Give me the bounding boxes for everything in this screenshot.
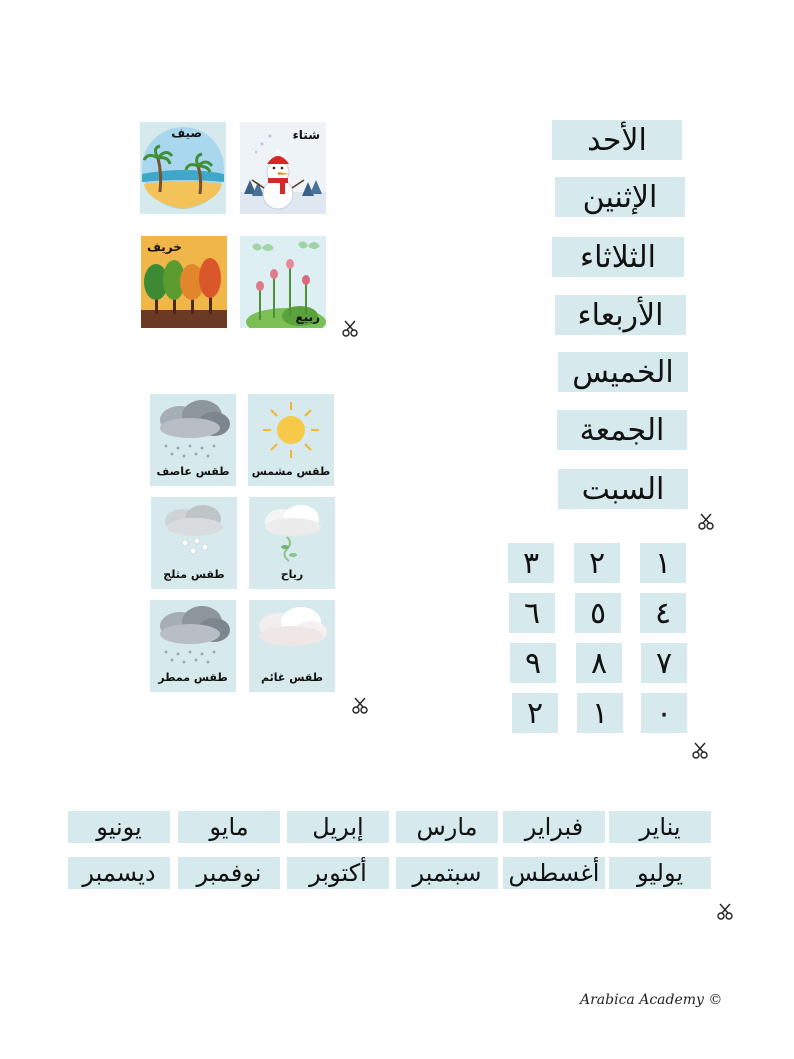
scissors-icon	[351, 697, 369, 715]
sun-icon	[248, 394, 334, 464]
season-card-autumn	[141, 236, 227, 328]
scissors-icon	[341, 320, 359, 338]
number-tile: ٥	[575, 593, 621, 633]
cloud-icon	[249, 600, 335, 670]
day-tile-saturday: السبت	[558, 469, 688, 509]
number-tile: ٠	[641, 693, 687, 733]
weather-label-sunny: طقس مشمس	[251, 465, 331, 478]
month-tile: نوفمبر	[178, 857, 280, 889]
season-card-spring	[240, 236, 326, 328]
weather-label-cloudy: طقس غائم	[260, 671, 324, 684]
scissors-icon	[697, 513, 715, 531]
month-tile: أكتوبر	[287, 857, 389, 889]
weather-label-rainy: طقس ممطر	[158, 671, 228, 684]
month-tile: يناير	[609, 811, 711, 843]
day-tile-sunday: الأحد	[552, 120, 682, 160]
day-tile-friday: الجمعة	[557, 410, 687, 450]
month-tile: أغسطس	[503, 857, 605, 889]
scissors-icon	[691, 742, 709, 760]
season-label-summer: صيف	[171, 126, 202, 140]
rain-cloud-icon	[150, 600, 236, 670]
weather-label-stormy: طقس عاصف	[156, 465, 230, 478]
number-tile: ٢	[574, 543, 620, 583]
month-tile: مايو	[178, 811, 280, 843]
storm-cloud-icon	[150, 394, 236, 464]
weather-card-sunny	[248, 394, 334, 486]
day-tile-wednesday: الأربعاء	[555, 295, 686, 335]
number-tile: ٧	[641, 643, 687, 683]
season-label-autumn: خريف	[147, 240, 182, 254]
weather-card-stormy	[150, 394, 236, 486]
weather-label-windy: رياح	[280, 568, 304, 581]
weather-card-cloudy	[249, 600, 335, 692]
number-tile: ١	[577, 693, 623, 733]
month-tile: مارس	[396, 811, 498, 843]
weather-label-snowy: طقس مثلج	[163, 568, 225, 581]
month-tile: فبراير	[503, 811, 605, 843]
snow-cloud-icon	[151, 497, 237, 567]
month-tile: ديسمبر	[68, 857, 170, 889]
scissors-icon	[716, 903, 734, 921]
month-tile: سبتمبر	[396, 857, 498, 889]
month-tile: إبريل	[287, 811, 389, 843]
number-tile: ٤	[640, 593, 686, 633]
number-tile: ٨	[576, 643, 622, 683]
day-tile-monday: الإثنين	[555, 177, 685, 217]
season-label-spring: ربيع	[295, 310, 320, 324]
weather-card-snowy	[151, 497, 237, 589]
number-tile: ٣	[508, 543, 554, 583]
number-tile: ١	[640, 543, 686, 583]
weather-card-rainy	[150, 600, 236, 692]
season-label-winter: شتاء	[292, 128, 320, 142]
day-tile-thursday: الخميس	[558, 352, 688, 392]
day-tile-tuesday: الثلاثاء	[552, 237, 684, 277]
weather-card-windy	[249, 497, 335, 589]
season-card-summer	[140, 122, 226, 214]
season-card-winter	[240, 122, 326, 214]
month-tile: يونيو	[68, 811, 170, 843]
number-tile: ٦	[509, 593, 555, 633]
number-tile: ٢	[512, 693, 558, 733]
number-tile: ٩	[510, 643, 556, 683]
month-tile: يوليو	[609, 857, 711, 889]
footer-credit: Arabica Academy ©	[580, 992, 723, 1008]
wind-icon	[249, 497, 335, 567]
